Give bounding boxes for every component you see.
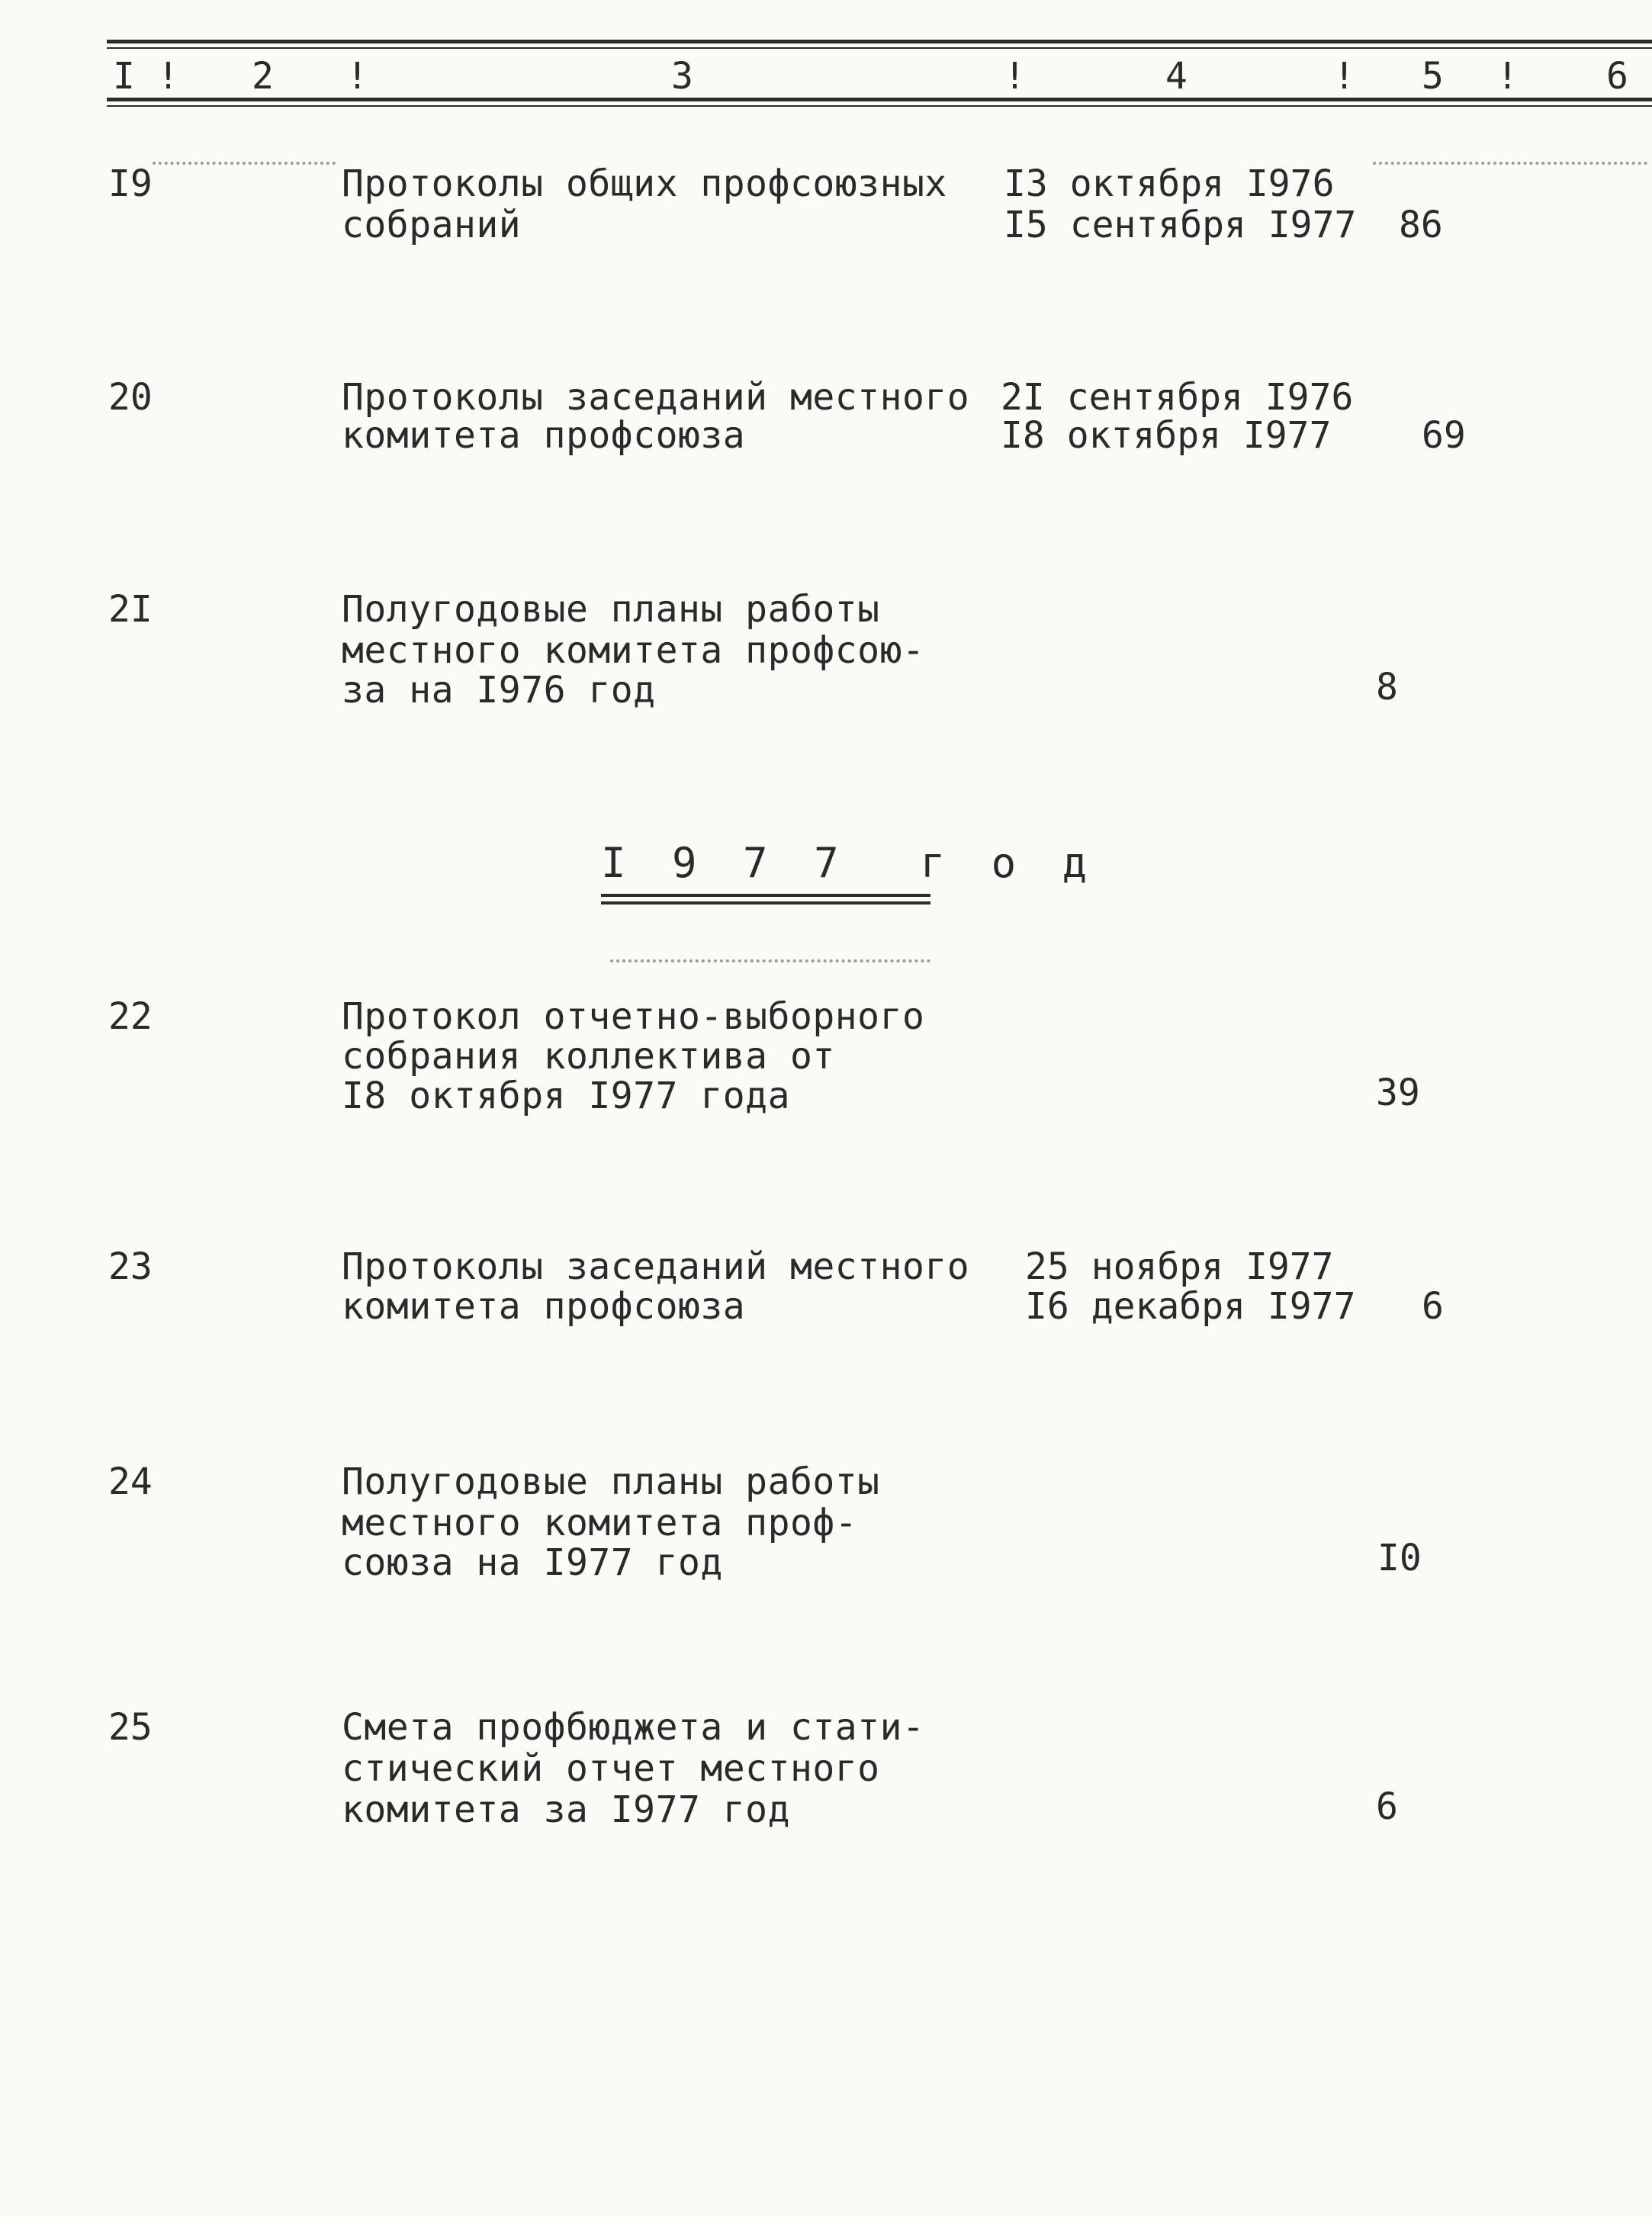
row-number: 25 bbox=[108, 1706, 153, 1749]
column-separator: ! bbox=[1333, 55, 1355, 98]
row-date-end: I5 сентября I977 bbox=[1004, 204, 1357, 246]
row-title-line: местного комитета проф- bbox=[342, 1502, 858, 1544]
row-sheet-count: 86 bbox=[1399, 204, 1443, 246]
row-number: 2I bbox=[108, 588, 153, 631]
dotted-guide bbox=[1373, 162, 1647, 165]
row-date-end: I8 октября I977 bbox=[1001, 414, 1332, 457]
row-title-line: Смета профбюджета и стати- bbox=[342, 1706, 925, 1749]
row-number: 20 bbox=[108, 376, 153, 419]
row-title-line: Протоколы общих профсоюзных bbox=[342, 162, 947, 205]
row-title-line: I8 октября I977 года bbox=[342, 1075, 790, 1117]
row-date-start: 2I сентября I976 bbox=[1001, 376, 1354, 419]
row-sheet-count: 8 bbox=[1376, 666, 1398, 708]
row-title-line: местного комитета профсою- bbox=[342, 629, 925, 672]
column-separator: ! bbox=[1004, 55, 1026, 98]
row-title-line: собраний bbox=[342, 204, 522, 246]
heading-underline bbox=[601, 894, 930, 897]
row-title-line: Протоколы заседаний местного bbox=[342, 376, 970, 419]
dotted-guide bbox=[610, 959, 930, 962]
header-rule bbox=[107, 98, 1652, 101]
row-sheet-count: 39 bbox=[1376, 1072, 1420, 1114]
row-sheet-count: 6 bbox=[1422, 1285, 1444, 1328]
row-date-start: 25 ноября I977 bbox=[1025, 1245, 1334, 1288]
row-number: 23 bbox=[108, 1245, 153, 1288]
column-5-label: 5 bbox=[1422, 55, 1444, 98]
row-title-line: Протокол отчетно-выборного bbox=[342, 995, 925, 1038]
row-title-line: комитета за I977 год bbox=[342, 1788, 790, 1831]
row-sheet-count: 69 bbox=[1422, 414, 1466, 457]
top-rule bbox=[107, 40, 1652, 43]
section-heading: I 9 7 7 г о д bbox=[601, 839, 1098, 887]
row-title-line: Полугодовые планы работы bbox=[342, 1460, 880, 1503]
column-1-label: I bbox=[113, 55, 135, 98]
column-separator: ! bbox=[346, 55, 368, 98]
header-rule-thin bbox=[107, 105, 1652, 107]
column-3-label: 3 bbox=[671, 55, 693, 98]
row-date-end: I6 декабря I977 bbox=[1025, 1285, 1356, 1328]
column-separator: ! bbox=[1496, 55, 1519, 98]
row-title-line: союза на I977 год bbox=[342, 1541, 723, 1584]
column-4-label: 4 bbox=[1165, 55, 1188, 98]
top-rule-thin bbox=[107, 47, 1652, 49]
row-sheet-count: 6 bbox=[1376, 1785, 1398, 1828]
row-title-line: Полугодовые планы работы bbox=[342, 588, 880, 631]
row-title-line: комитета профсоюза bbox=[342, 1285, 746, 1328]
row-number: I9 bbox=[108, 162, 153, 205]
row-title-line: комитета профсоюза bbox=[342, 414, 746, 457]
row-number: 22 bbox=[108, 995, 153, 1038]
row-sheet-count: I0 bbox=[1377, 1537, 1422, 1579]
column-2-label: 2 bbox=[252, 55, 274, 98]
row-title-line: за на I976 год bbox=[342, 669, 656, 712]
row-date-start: I3 октября I976 bbox=[1004, 162, 1335, 205]
dotted-guide bbox=[153, 162, 336, 165]
column-6-label: 6 bbox=[1606, 55, 1628, 98]
row-title-line: стический отчет местного bbox=[342, 1747, 880, 1790]
row-number: 24 bbox=[108, 1460, 153, 1503]
row-title-line: Протоколы заседаний местного bbox=[342, 1245, 970, 1288]
heading-underline bbox=[601, 901, 930, 904]
column-separator: ! bbox=[157, 55, 179, 98]
row-title-line: собрания коллектива от bbox=[342, 1035, 835, 1078]
